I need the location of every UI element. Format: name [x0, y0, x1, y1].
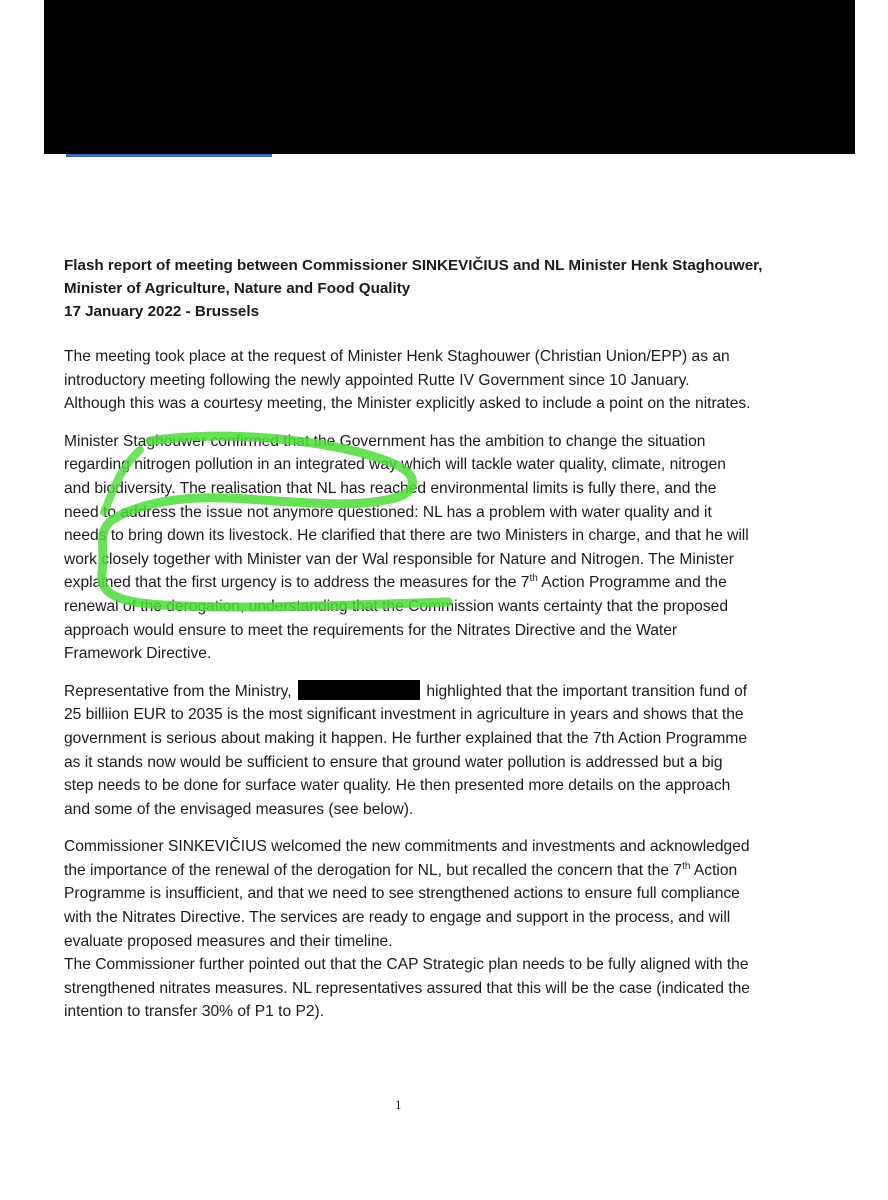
- text-run: Action: [690, 861, 738, 879]
- text-line: The meeting took place at the request of Minister Henk Staghouwer (Christian Union/EPP) as an: [64, 348, 730, 365]
- text-line: approach would ensure to meet the requirements for the Nitrates Directive and the Water: [64, 621, 678, 639]
- text-line: The Commissioner further pointed out that the CAP Strategic plan needs to be fully aligned with the: [64, 956, 749, 974]
- paragraph-commissioner-response: [64, 835, 854, 1024]
- text-line: Commissioner SINKEVIČIUS welcomed the new commitments and investments and acknowledged: [64, 838, 750, 856]
- text-run: explained that the first urgency is to address the measures for the 7: [64, 574, 530, 592]
- title-line: Flash report of meeting between Commissioner SINKEVIČIUS and NL Minister Henk Staghouwer,: [64, 257, 763, 274]
- title-line: 17 January 2022 - Brussels: [64, 303, 260, 320]
- paragraph-minister-statement: [64, 430, 854, 666]
- text-line: government is serious about making it happen. He further explained that the 7th Action Programme: [64, 729, 748, 747]
- paragraph-meeting-context: [64, 345, 854, 416]
- paragraph-ministry-representative: [64, 680, 854, 822]
- text-run: the importance of the renewal of the derogation for NL, but recalled the concern that the 7: [64, 861, 683, 879]
- text-line: evaluate proposed measures and their timeline.: [64, 932, 393, 950]
- text-line: renewal of the derogation, understanding that the Commission wants certainty that the proposed: [64, 597, 728, 615]
- page-number: 1: [395, 1097, 402, 1112]
- text-line: 25 billiion EUR to 2035 is the most significant investment in agriculture in years and shows that the: [64, 706, 744, 724]
- text-line: and some of the envisaged measures (see below).: [64, 800, 414, 818]
- top-redaction-block: [44, 0, 855, 154]
- text-line: strengthened nitrates measures. NL representatives assured that this will be the case (indicated the: [64, 979, 750, 997]
- name-redaction: [298, 680, 420, 700]
- text-line: Minister Staghouwer confirmed that the Government has the ambition to change the situation: [64, 432, 706, 450]
- text-run: Action Programme and the: [537, 574, 727, 592]
- text-line: work closely together with Minister van der Wal responsible for Nature and Nitrogen. The Minister: [64, 550, 734, 568]
- text-line: with the Nitrates Directive. The services are ready to engage and support in the process, and will: [64, 909, 731, 927]
- text-line: step needs to be done for surface water quality. He then presented more details on the approach: [64, 777, 731, 795]
- text-line: regarding nitrogen pollution in an integrated way which will tackle water quality, climate, nitrogen: [64, 456, 726, 474]
- text-line: [64, 680, 854, 704]
- text-line: introductory meeting following the newly appointed Rutte IV Government since 10 January.: [64, 371, 690, 389]
- report-title: [64, 254, 854, 323]
- text-line: needs to bring down its livestock. He clarified that there are two Ministers in charge, and that he will: [64, 527, 749, 545]
- text-line: Programme is insufficient, and that we need to see strengthened actions to ensure full compliance: [64, 885, 740, 903]
- ordinal-superscript: th: [529, 573, 538, 585]
- text-line: [64, 571, 854, 595]
- text-line: Although this was a courtesy meeting, the Minister explicitly asked to include a point on the nitrates.: [64, 395, 751, 413]
- title-line: Minister of Agriculture, Nature and Food Quality: [64, 280, 411, 297]
- ordinal-superscript: th: [682, 860, 691, 872]
- text-line: as it stands now would be sufficient to ensure that ground water pollution is addressed but a big: [64, 753, 723, 771]
- text-line: intention to transfer 30% of P1 to P2).: [64, 1003, 325, 1021]
- text-line: need to address the issue not anymore questioned: NL has a problem with water quality and it: [64, 503, 712, 521]
- text-line: Framework Directive.: [64, 645, 212, 663]
- text-run: highlighted that the important transition fund of: [426, 682, 748, 700]
- header-divider: [66, 154, 272, 157]
- text-line: [64, 859, 854, 883]
- text-run: Representative from the Ministry,: [64, 682, 292, 700]
- document-body: [64, 254, 854, 1038]
- text-line: and biodiversity. The realisation that NL has reached environmental limits is fully there, and the: [64, 479, 717, 497]
